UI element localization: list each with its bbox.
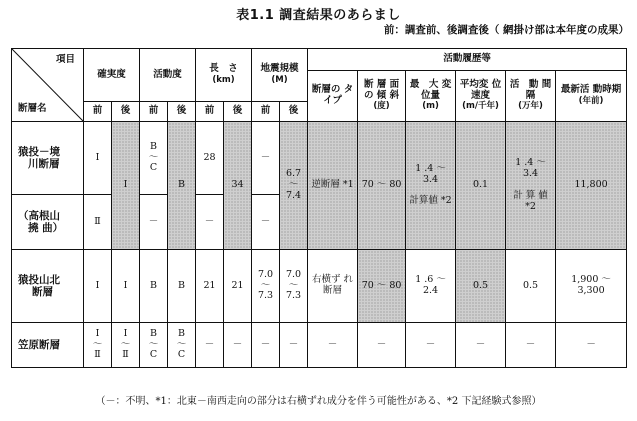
- header-avg-rate-label: 平均変 位速度: [459, 78, 502, 101]
- header-act-before: 前: [140, 102, 168, 122]
- cert-before-cell: Ⅱ: [84, 195, 112, 250]
- header-cert-after: 後: [112, 102, 140, 122]
- latest-cell: 11,800: [556, 122, 627, 250]
- fault-type-cell: －: [308, 323, 358, 368]
- len-after-cell: 21: [224, 250, 252, 323]
- cert-before-value: Ⅰ ～ Ⅱ: [92, 327, 103, 361]
- act-after-cell: [168, 323, 196, 368]
- table-row: [12, 122, 627, 195]
- table-row: [12, 250, 627, 323]
- header-len-before: 前: [196, 102, 224, 122]
- max-disp-value: 1 .6 ～ 2.4: [415, 274, 446, 296]
- fault-name-kasahara: 笠原断層: [12, 323, 84, 368]
- cert-before-cell: Ⅰ: [84, 122, 112, 195]
- interval-note: 計 算 値 *2: [513, 189, 548, 212]
- len-before-cell: －: [196, 195, 224, 250]
- act-before-cell: B: [140, 250, 168, 323]
- header-length: [196, 49, 252, 102]
- act-before-cell: [140, 122, 168, 195]
- header-act-after: 後: [168, 102, 196, 122]
- dip-cell: －: [358, 323, 406, 368]
- header-certainty: 確実度: [84, 49, 140, 102]
- mag-before-cell: －: [252, 323, 280, 368]
- table-title: 表1.1 調査結果のあらまし: [236, 8, 401, 23]
- mag-after-cell: [280, 250, 308, 323]
- header-latest-label: 最新活 動時期: [560, 84, 622, 96]
- header-item: 項目: [55, 54, 75, 65]
- max-disp-cell: [406, 122, 456, 250]
- header-dip-unit: (度): [373, 101, 390, 112]
- header-mag-before: 前: [252, 102, 280, 122]
- max-disp-value: 1 .4 ～ 3.4: [415, 162, 446, 185]
- mag-after-cell: [280, 122, 308, 250]
- len-after-cell: 34: [224, 122, 252, 250]
- act-before-cell: [140, 323, 168, 368]
- cert-after-cell: [112, 323, 140, 368]
- fault-type-cell: 右横ず れ断層: [308, 250, 358, 323]
- len-after-cell: －: [224, 323, 252, 368]
- header-latest: [556, 71, 627, 122]
- header-corner: [12, 49, 84, 122]
- dip-cell: 70 ～ 80: [358, 250, 406, 323]
- fault-name-line1: 猿投－境: [18, 145, 60, 158]
- header-interval-label: 活 動 間 隔: [509, 78, 561, 101]
- fault-name-takaneyama-flexure: [12, 195, 84, 250]
- interval-value: 1 .4 ～ 3.4: [515, 157, 546, 180]
- header-max-disp: [406, 71, 456, 122]
- max-disp-note: 計算値 *2: [409, 195, 452, 207]
- header-len-after: 後: [224, 102, 252, 122]
- cert-after-cell: Ⅰ: [112, 250, 140, 323]
- header-max-disp-label: 最 大 変位量: [409, 78, 452, 101]
- max-disp-cell: －: [406, 323, 456, 368]
- header-dip-label: 断 層 面 の 傾 斜: [363, 78, 400, 101]
- table-row: [12, 323, 627, 368]
- latest-cell: [556, 250, 627, 323]
- footnote: （－：不明、*1：北東－南西走向の部分は右横ずれ成分を伴う可能性がある、*2 下記経験式参照）: [95, 396, 542, 407]
- results-table: [11, 48, 627, 368]
- fault-name-sanage-sakaigawa: [12, 122, 84, 195]
- header-avg-rate: [456, 71, 506, 122]
- avg-rate-cell: －: [456, 323, 506, 368]
- interval-cell: 0.5: [506, 250, 556, 323]
- mag-before-cell: －: [252, 122, 280, 195]
- fault-name-line1: 猿投山北: [18, 273, 60, 286]
- len-before-cell: 28: [196, 122, 224, 195]
- header-latest-unit: (年前): [578, 96, 604, 106]
- header-length-label: 長 さ: [209, 63, 238, 75]
- max-disp-cell: [406, 250, 456, 323]
- header-length-unit: (km): [212, 75, 235, 85]
- fault-name-line2: 断層: [32, 286, 53, 298]
- header-cert-before: 前: [84, 102, 112, 122]
- fault-name-line4: 撓 曲）: [28, 222, 64, 234]
- header-avg-rate-unit: (m/千年): [462, 101, 499, 112]
- fault-name-line3: （高根山: [18, 209, 60, 222]
- act-after-cell: B: [168, 122, 196, 250]
- header-fault-type: 断層の タイプ: [308, 71, 358, 122]
- interval-cell: －: [506, 323, 556, 368]
- act-before-value: B ～ C: [148, 140, 159, 174]
- mag-before-value: 7.0 ～ 7.3: [257, 268, 274, 302]
- act-after-value: B ～ C: [176, 327, 187, 361]
- header-mag-after: 後: [280, 102, 308, 122]
- fault-name-sanageyama-north: [12, 250, 84, 323]
- latest-cell: －: [556, 323, 627, 368]
- latest-value: 1,900 ～ 3,300: [571, 274, 611, 296]
- header-max-disp-unit: (m): [422, 101, 439, 112]
- table-subtitle: 前：調査前、後調査後（ 網掛け部は本年度の成果）: [383, 24, 629, 36]
- header-magnitude: [252, 49, 308, 102]
- len-before-cell: 21: [196, 250, 224, 323]
- interval-cell: [506, 122, 556, 250]
- header-activity: 活動度: [140, 49, 196, 102]
- mag-before-cell: [252, 250, 280, 323]
- avg-rate-cell: 0.5: [456, 250, 506, 323]
- dip-cell: 70 ～ 80: [358, 122, 406, 250]
- cert-before-cell: [84, 323, 112, 368]
- act-before-cell: －: [140, 195, 168, 250]
- header-interval: [506, 71, 561, 122]
- cert-after-cell: Ⅰ: [112, 122, 140, 250]
- mag-before-cell: －: [252, 195, 280, 250]
- fault-name-line2: 川断層: [28, 158, 60, 170]
- len-before-cell: －: [196, 323, 224, 368]
- act-before-value: B ～ C: [148, 327, 159, 361]
- mag-after-cell: －: [280, 323, 308, 368]
- header-fault-name: 断層名: [18, 103, 47, 115]
- mag-after-value: 7.0 ～ 7.3: [285, 268, 302, 302]
- header-magnitude-unit: (M): [271, 75, 288, 85]
- header-dip: [358, 71, 406, 122]
- cert-after-value: Ⅰ ～ Ⅱ: [120, 327, 131, 361]
- cert-before-cell: Ⅰ: [84, 250, 112, 323]
- header-interval-unit: (万年): [518, 101, 543, 112]
- avg-rate-cell: 0.1: [456, 122, 506, 250]
- fault-type-cell: 逆断層 *1: [308, 122, 358, 250]
- mag-after-value: 6.7 ～ 7.4: [285, 168, 302, 201]
- act-after-cell: B: [168, 250, 196, 323]
- header-history: 活動履歴等: [308, 49, 627, 71]
- header-magnitude-label: 地震規模: [260, 63, 299, 75]
